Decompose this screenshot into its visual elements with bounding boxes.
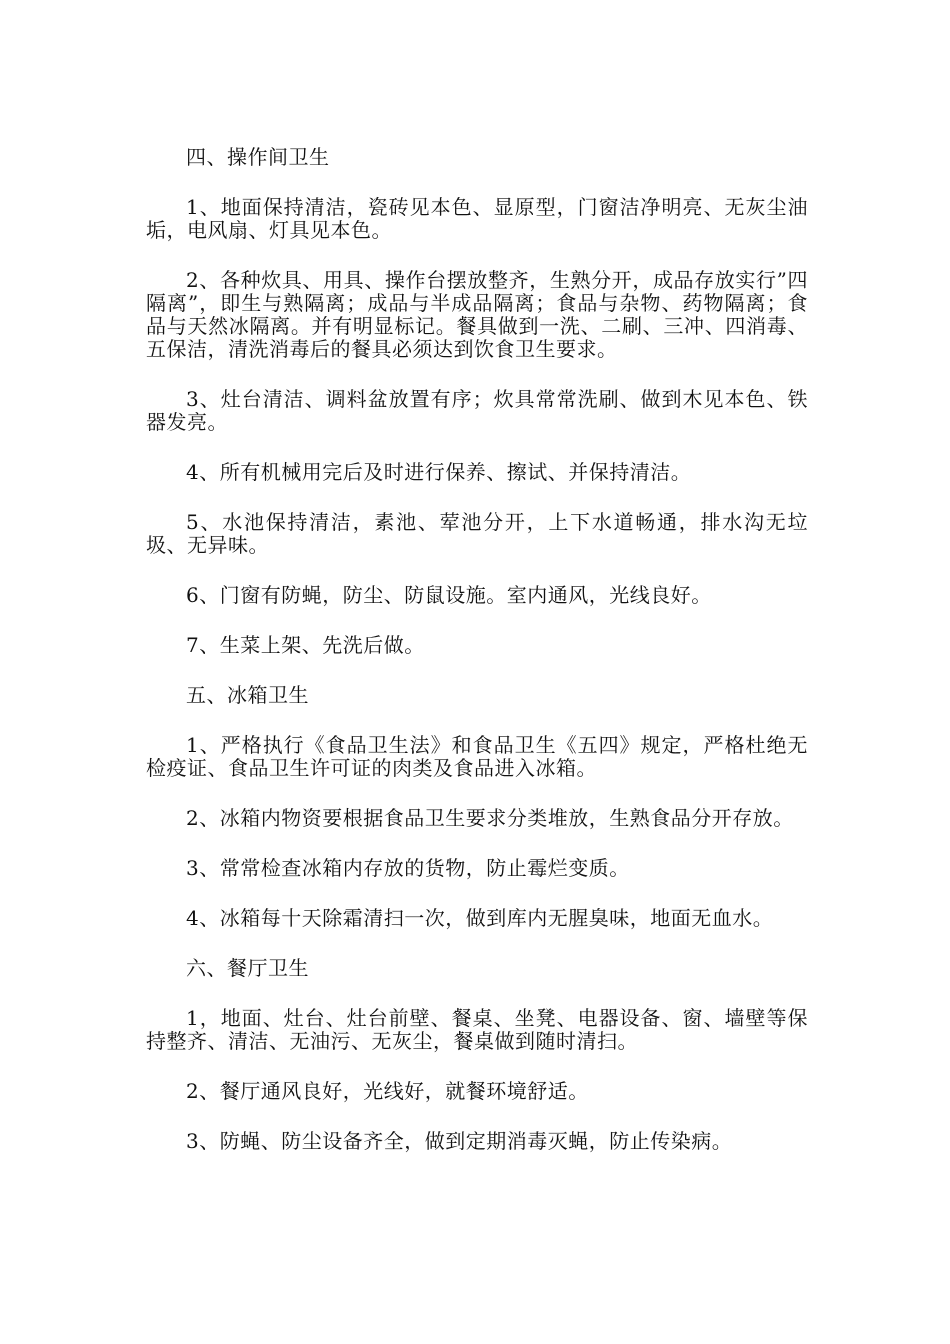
section-heading-dining: 六、餐厅卫生 <box>186 956 309 980</box>
paragraph: 5、水池保持清洁，素池、荤池分开，上下水道畅通，排水沟无垃圾、无异味。 <box>146 510 808 557</box>
section-heading-kitchen: 四、操作间卫生 <box>186 145 330 169</box>
paragraph: 4、所有机械用完后及时进行保养、擦试、并保持清洁。 <box>186 460 692 484</box>
paragraph: 2、各种炊具、用具、操作台摆放整齐，生熟分开，成品存放实行”四隔离”，即生与熟隔离；成品与半成品隔离；食品与杂物、药物隔离；食品与天然冰隔离。并有明显标记。餐具做到一洗、二刷、三冲、四消毒、五保洁，清洗消毒后的餐具必须达到饮食卫生要求。 <box>146 268 808 361</box>
section-heading-fridge: 五、冰箱卫生 <box>186 683 309 707</box>
paragraph: 1、严格执行《食品卫生法》和食品卫生《五四》规定，严格杜绝无检疫证、食品卫生许可证的肉类及食品进入冰箱。 <box>146 733 808 780</box>
paragraph: 2、冰箱内物资要根据食品卫生要求分类堆放，生熟食品分开存放。 <box>186 806 794 830</box>
paragraph: 1、地面保持清洁，瓷砖见本色、显原型，门窗洁净明亮、无灰尘油垢，电风扇、灯具见本色。 <box>146 195 808 242</box>
paragraph: 6、门窗有防蝇，防尘、防鼠设施。室内通风，光线良好。 <box>186 583 712 607</box>
document-body <box>146 146 808 1180</box>
paragraph: 7、生菜上架、先洗后做。 <box>186 633 425 657</box>
paragraph: 3、常常检查冰箱内存放的货物，防止霉烂变质。 <box>186 856 630 880</box>
paragraph: 1，地面、灶台、灶台前壁、餐桌、坐凳、电器设备、窗、墙壁等保持整齐、清洁、无油污、无灰尘，餐桌做到随时清扫。 <box>146 1006 808 1053</box>
paragraph: 2、餐厅通风良好，光线好，就餐环境舒适。 <box>186 1079 589 1103</box>
paragraph: 4、冰箱每十天除霜清扫一次，做到库内无腥臭味，地面无血水。 <box>186 906 774 930</box>
paragraph: 3、防蝇、防尘设备齐全，做到定期消毒灭蝇，防止传染病。 <box>186 1129 733 1153</box>
paragraph: 3、灶台清洁、调料盆放置有序；炊具常常洗刷、做到木见本色、铁器发亮。 <box>146 387 808 434</box>
